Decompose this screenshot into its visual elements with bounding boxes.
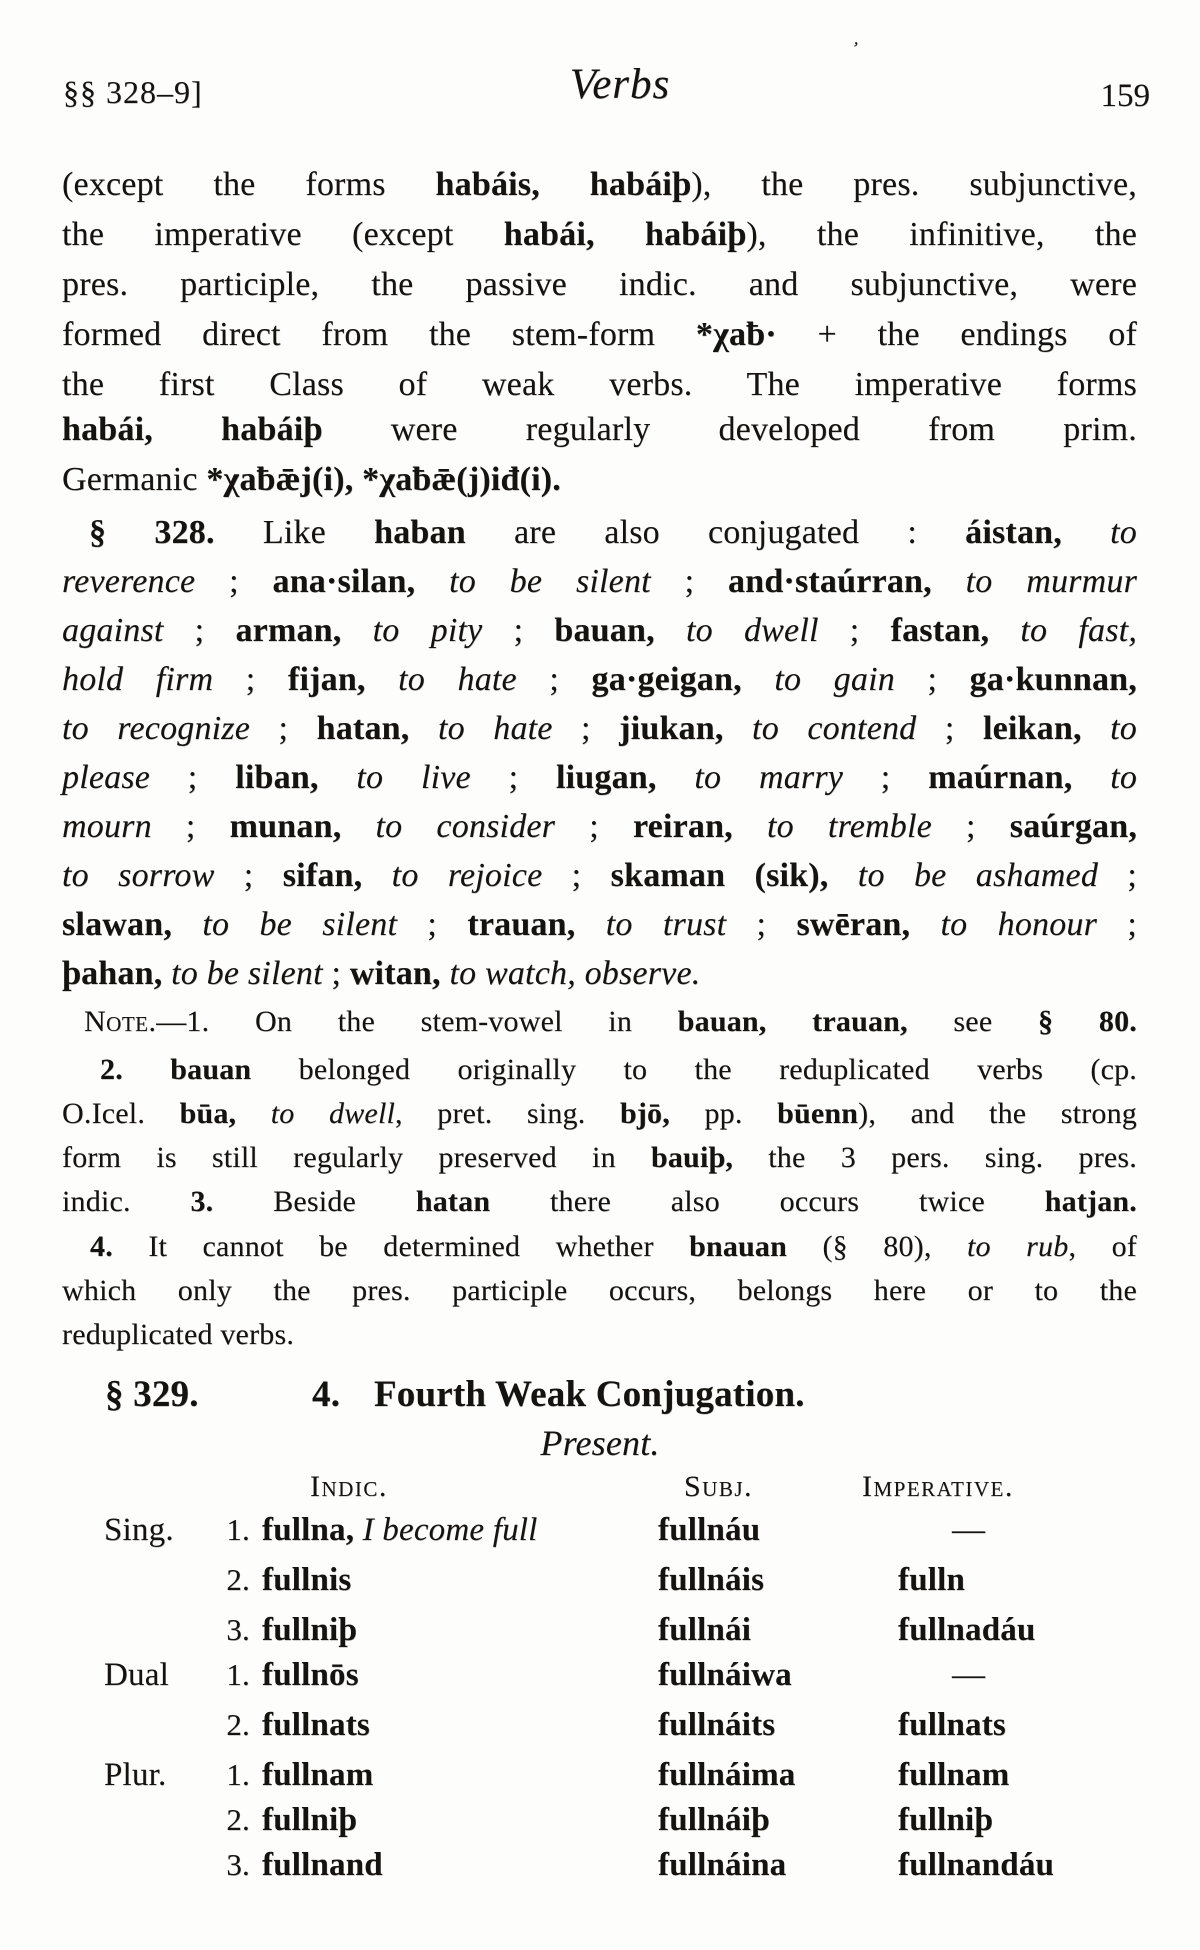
gothic-word: būa,: [179, 1097, 237, 1130]
text-segment: ;: [150, 759, 236, 796]
text-segment: ;: [894, 661, 970, 698]
table-row: [0, 1754, 1200, 1800]
text-segment: ;: [931, 808, 1010, 845]
gloss-text: to contend: [752, 710, 917, 747]
text-segment: [1072, 759, 1110, 796]
table-row: [0, 1509, 1200, 1555]
indicative-form: fullna, I become full: [262, 1512, 538, 1548]
text-line: [312, 1372, 340, 1418]
gothic-word: liugan,: [555, 759, 657, 796]
imperative-form: fullnam: [898, 1757, 1010, 1793]
gothic-word: þahan,: [62, 955, 163, 992]
subjunctive-form: fullnáina: [658, 1847, 787, 1883]
text-segment: [910, 906, 940, 943]
gothic-word: skaman (sik),: [610, 857, 829, 894]
subjunctive-form: fullnáima: [658, 1757, 796, 1793]
text-segment: ;: [213, 661, 288, 698]
text-segment: are also conjugated :: [465, 514, 966, 551]
text-segment: (except the forms: [62, 166, 436, 203]
text-segment: ;: [542, 857, 611, 894]
text-line: [8, 1421, 1192, 1466]
gothic-word: habái, habáiþ: [503, 216, 747, 253]
text-line: [62, 313, 1137, 356]
subjunctive-form: fullnáiþ: [658, 1802, 770, 1838]
text-line: [374, 1372, 805, 1418]
text-segment: Note: [84, 1005, 149, 1038]
gothic-word: haban: [374, 514, 466, 551]
text-line: [62, 1227, 1137, 1266]
text-segment: O.Icel.: [62, 1097, 180, 1130]
text-segment: were regularly developed from prim.: [322, 411, 1137, 448]
indicative-form: fullnam: [262, 1757, 374, 1793]
gloss-text: to be ashamed: [857, 857, 1099, 894]
text-segment: [123, 1053, 170, 1086]
indicative-form: fullnats: [262, 1707, 370, 1743]
text-segment: [828, 857, 857, 894]
text-segment: [415, 563, 449, 600]
text-line: [62, 1094, 1137, 1133]
text-segment: ;: [916, 710, 983, 747]
text-segment: ;: [843, 759, 929, 796]
page-number: 159: [1100, 78, 1150, 114]
text-segment: see: [907, 1005, 1039, 1038]
imperative-form: fullnandáu: [898, 1847, 1055, 1883]
column-header: Indic.: [310, 1470, 388, 1503]
person-number: 3.: [226, 1847, 250, 1882]
text-line: [62, 213, 1137, 256]
subjunctive-form: fullnáiwa: [658, 1657, 792, 1693]
gloss-text: reverence: [62, 563, 196, 600]
text-segment: formed direct from the stem-form: [62, 316, 696, 353]
table-row: [0, 1609, 1200, 1655]
text-line: [62, 511, 1137, 554]
stray-ink-mark: ʼ: [850, 37, 861, 59]
gothic-word: munan,: [229, 808, 342, 845]
text-segment: [1082, 710, 1110, 747]
page-title: Verbs: [569, 61, 671, 108]
section-range-header: §§ 328–9]: [63, 74, 203, 110]
text-segment: indic.: [62, 1185, 191, 1218]
gloss-text: to recognize: [62, 710, 251, 747]
text-line: [62, 1138, 1137, 1177]
number-label: Plur.: [104, 1757, 167, 1793]
person-number: 2.: [226, 1707, 250, 1742]
gothic-word: ga·geigan,: [591, 661, 742, 698]
text-line: [62, 263, 1137, 306]
gloss-text: to consider: [375, 808, 556, 845]
gothic-word: bjō,: [619, 1097, 670, 1130]
text-segment: ;: [1097, 906, 1137, 943]
gloss-text: to fast,: [1020, 612, 1138, 649]
indicative-form: fullnand: [262, 1847, 383, 1883]
english-gloss: I become full: [354, 1512, 538, 1548]
indicative-form: fullniþ: [262, 1612, 357, 1648]
text-line: [62, 560, 1137, 603]
gothic-word: arman,: [235, 612, 342, 649]
text-segment: , of: [1068, 1230, 1137, 1263]
text-segment: ;: [470, 759, 556, 796]
gothic-word: fastan,: [890, 612, 990, 649]
gloss-text: to rub: [967, 1230, 1069, 1263]
text-line: [62, 952, 1137, 995]
text-segment: which only the pres. participle occurs, belongs here or to the: [62, 1274, 1137, 1307]
text-segment: ), and the strong: [858, 1097, 1138, 1130]
text-segment: ;: [214, 857, 283, 894]
person-number: 3.: [226, 1612, 250, 1647]
text-segment: belonged originally to the reduplicated verbs (cp.: [251, 1053, 1137, 1086]
gloss-text: against: [62, 612, 164, 649]
text-segment: [932, 563, 966, 600]
gothic-word: witan,: [349, 955, 441, 992]
text-segment: there also occurs twice: [490, 1185, 1045, 1218]
subjunctive-form: fullnáis: [658, 1562, 765, 1598]
gothic-word: leikan,: [982, 710, 1082, 747]
text-segment: ), the pres. subjunctive,: [691, 166, 1137, 203]
gothic-word: hatan: [415, 1185, 491, 1218]
gothic-word: reiran,: [632, 808, 733, 845]
gothic-word: Fourth Weak Conjugation.: [374, 1374, 805, 1415]
text-line: [62, 903, 1137, 946]
number-label: Sing.: [104, 1512, 174, 1548]
text-segment: Beside: [213, 1185, 416, 1218]
gothic-word: habáis, habáiþ: [435, 166, 692, 203]
gloss-text: to murmur: [965, 563, 1138, 600]
text-segment: [366, 661, 399, 698]
text-segment: [1062, 514, 1110, 551]
text-segment: [162, 955, 171, 992]
subjunctive-form: fullnái: [658, 1612, 752, 1648]
table-row: [0, 1559, 1200, 1605]
gloss-text: to watch, observe.: [449, 955, 701, 992]
column-header: Imperative.: [862, 1470, 1014, 1503]
text-line: [62, 854, 1137, 897]
text-segment: (§ 80),: [787, 1230, 968, 1263]
text-segment: ;: [482, 612, 555, 649]
text-line: [62, 1050, 1137, 1089]
table-row: [0, 1799, 1200, 1845]
text-line: [62, 408, 1137, 451]
gloss-text: to tremble: [766, 808, 932, 845]
text-segment: [172, 906, 202, 943]
text-segment: ;: [726, 906, 797, 943]
gloss-text: to honour: [940, 906, 1098, 943]
gothic-word: § 328.: [89, 514, 215, 551]
text-segment: Germanic: [62, 461, 207, 498]
gothic-word: bauan: [170, 1053, 252, 1086]
text-segment: ;: [555, 808, 633, 845]
gloss-text: to gain: [774, 661, 895, 698]
gothic-word: *χaƀ·: [695, 316, 777, 353]
gloss-text: to: [1110, 710, 1137, 747]
text-segment: ;: [1098, 857, 1138, 894]
gloss-text: please: [62, 759, 151, 796]
text-segment: It cannot be determined whether: [112, 1230, 690, 1263]
text-segment: [236, 1097, 271, 1130]
gothic-word: habái, habáiþ: [62, 411, 323, 448]
person-number: 2.: [226, 1802, 250, 1837]
text-line: [62, 658, 1137, 701]
gloss-text: Present.: [540, 1423, 660, 1463]
gloss-text: to marry: [694, 759, 844, 796]
gothic-word: bnauan: [689, 1230, 788, 1263]
gloss-text: to sorrow: [62, 857, 215, 894]
gloss-text: to dwell: [270, 1097, 396, 1130]
text-segment: ;: [552, 710, 620, 747]
text-line: [62, 609, 1137, 652]
text-segment: [655, 612, 686, 649]
text-segment: [989, 612, 1020, 649]
gloss-text: to: [1110, 759, 1138, 796]
text-line: [62, 458, 1137, 501]
gothic-word: ana·silan,: [272, 563, 416, 600]
text-segment: ;: [397, 906, 468, 943]
table-row: [0, 1704, 1200, 1750]
gothic-word: § 80.: [1038, 1005, 1138, 1038]
text-segment: reduplicated verbs.: [62, 1318, 295, 1351]
gothic-word: jiukan,: [619, 710, 724, 747]
gothic-word: bauiþ,: [650, 1141, 734, 1174]
text-segment: ;: [818, 612, 891, 649]
gothic-word: bauan,: [554, 612, 655, 649]
text-segment: ;: [516, 661, 592, 698]
imperative-form: fullniþ: [898, 1802, 993, 1838]
text-segment: .—1. On the stem-vowel in: [148, 1005, 678, 1038]
gothic-word: trauan,: [467, 906, 576, 943]
text-line: [62, 707, 1137, 750]
gothic-word: 3.: [190, 1185, 214, 1218]
gothic-word: 2.: [100, 1053, 123, 1086]
person-number: 1.: [226, 1757, 250, 1792]
text-segment: ;: [151, 808, 230, 845]
text-segment: [575, 906, 605, 943]
text-segment: + the endings of: [776, 316, 1138, 353]
text-segment: [657, 759, 695, 796]
gothic-word: 4.: [90, 1230, 113, 1263]
text-line: [62, 756, 1137, 799]
text-segment: [342, 612, 373, 649]
text-segment: ), the infinitive, the: [746, 216, 1137, 253]
gothic-word: saúrgan,: [1009, 808, 1138, 845]
text-segment: Like: [214, 514, 375, 551]
text-segment: ;: [250, 710, 317, 747]
gloss-text: to hate: [398, 661, 517, 698]
text-line: [62, 1002, 1137, 1041]
gothic-word: sifan,: [282, 857, 363, 894]
text-segment: form is still regularly preserved in: [62, 1141, 651, 1174]
imperative-form: fullnats: [898, 1707, 1006, 1743]
text-segment: ;: [650, 563, 729, 600]
text-line: [62, 1315, 1137, 1354]
subjunctive-form: fullnáits: [658, 1707, 776, 1743]
person-number: 1.: [226, 1512, 250, 1547]
gothic-word: hatjan.: [1044, 1185, 1137, 1218]
text-segment: ;: [163, 612, 236, 649]
column-header: Subj.: [684, 1470, 754, 1503]
text-line: [62, 163, 1137, 206]
gloss-text: to hate: [437, 710, 553, 747]
gothic-word: ga·kunnan,: [969, 661, 1137, 698]
gloss-text: to be silent: [171, 955, 323, 992]
text-line: [62, 1182, 1137, 1221]
gothic-word: and·staúrran,: [728, 563, 932, 600]
text-line: [62, 1271, 1137, 1310]
gloss-text: to rejoice: [391, 857, 543, 894]
gloss-text: to pity: [372, 612, 483, 649]
text-segment: [724, 710, 752, 747]
text-segment: [733, 808, 767, 845]
text-segment: the imperative (except: [62, 216, 504, 253]
imperative-form: fulln: [898, 1562, 966, 1598]
table-row: [0, 1844, 1200, 1890]
indicative-form: fullnōs: [262, 1657, 359, 1693]
imperative-form: fullnadáu: [898, 1612, 1036, 1648]
gothic-word: § 329.: [105, 1374, 199, 1415]
text-segment: , pret. sing.: [395, 1097, 620, 1130]
subjunctive-form: fullnáu: [658, 1512, 761, 1548]
table-row: [0, 1654, 1200, 1700]
person-number: 1.: [226, 1657, 250, 1692]
text-segment: the 3 pers. sing. pres.: [733, 1141, 1137, 1174]
text-line: [105, 1372, 199, 1418]
text-segment: ;: [195, 563, 273, 600]
text-segment: pp.: [669, 1097, 778, 1130]
text-line: [62, 805, 1137, 848]
gloss-text: hold firm: [62, 661, 214, 698]
text-segment: [362, 857, 391, 894]
empty-form-dash: —: [952, 1657, 986, 1693]
text-segment: [409, 710, 437, 747]
empty-form-dash: —: [952, 1512, 986, 1548]
gothic-word: fijan,: [287, 661, 366, 698]
table-header-row: [0, 1466, 1200, 1512]
gloss-text: mourn: [62, 808, 152, 845]
gloss-text: to: [1110, 514, 1137, 551]
text-segment: the first Class of weak verbs. The imperative forms: [62, 366, 1137, 403]
gothic-word: bauan, trauan,: [677, 1005, 908, 1038]
number-label: Dual: [104, 1657, 169, 1693]
text-segment: pres. participle, the passive indic. and subjunctive, were: [62, 266, 1137, 303]
gothic-word: 4.: [312, 1374, 341, 1415]
text-line: [62, 363, 1137, 406]
indicative-form: fullniþ: [262, 1802, 357, 1838]
person-number: 2.: [226, 1562, 250, 1597]
gothic-word: áistan,: [965, 514, 1062, 551]
gloss-text: to be silent: [449, 563, 651, 600]
text-segment: [341, 808, 375, 845]
gothic-word: maúrnan,: [928, 759, 1073, 796]
gloss-text: to be silent: [202, 906, 398, 943]
text-segment: [319, 759, 357, 796]
gloss-text: to trust: [605, 906, 727, 943]
gothic-word: liban,: [235, 759, 319, 796]
gothic-word: *χaƀǣj(i), *χaƀǣ(j)iđ(i).: [206, 461, 562, 498]
gothic-word: hatan,: [316, 710, 410, 747]
gloss-text: to dwell: [685, 612, 819, 649]
gloss-text: to live: [356, 759, 471, 796]
gothic-word: būenn: [777, 1097, 859, 1130]
gothic-word: swēran,: [796, 906, 911, 943]
gothic-word: slawan,: [62, 906, 173, 943]
text-segment: [742, 661, 775, 698]
indicative-form: fullnis: [262, 1562, 352, 1598]
text-segment: ;: [322, 955, 350, 992]
